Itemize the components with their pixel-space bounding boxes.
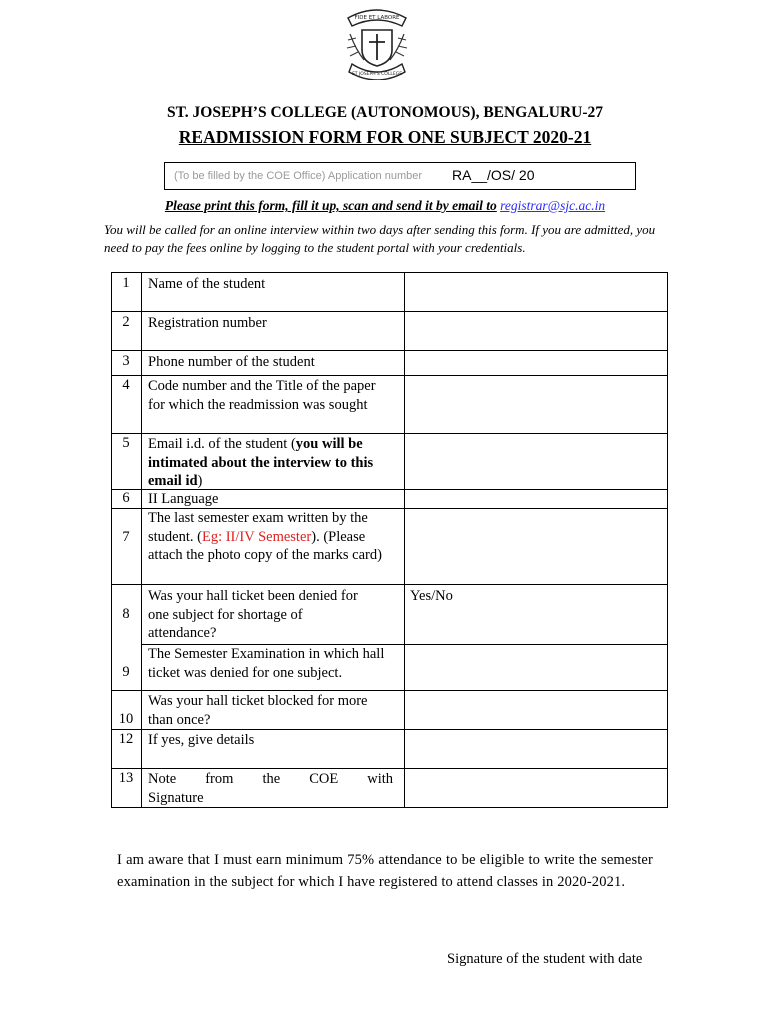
row-2-number: 2 <box>122 314 130 330</box>
row-8-label: Was your hall ticket been denied for one subject for shortage of attendance? <box>148 588 358 641</box>
paper-code-field[interactable] <box>405 376 666 432</box>
row-3-label: Phone number of the student <box>148 354 315 370</box>
row-5-number: 5 <box>122 435 130 451</box>
readmission-form-table <box>111 272 668 808</box>
phone-number-field[interactable] <box>405 351 666 374</box>
coe-note-field[interactable] <box>405 769 666 806</box>
application-number-box <box>164 162 636 190</box>
row-2-label: Registration number <box>148 315 267 331</box>
hall-ticket-denied-answer[interactable]: Yes/No <box>410 588 453 604</box>
row-5-label: Email i.d. of the student (you will be intimated about the interview to this email id) <box>148 436 374 489</box>
attendance-declaration: I am aware that I must earn minimum 75% attendance to be eligible to write the semester examination in the subject for which I have registered to attend classes in 2020-2021. <box>117 852 653 890</box>
row-12-number: 12 <box>118 731 134 747</box>
row-7-number: 7 <box>122 529 130 545</box>
application-number-hint: (To be filled by the COE Office) Application number <box>174 170 423 182</box>
row-10-label: Was your hall ticket blocked for more than once? <box>148 693 368 728</box>
hall-ticket-blocked-field[interactable] <box>405 691 666 728</box>
row-4-label: Code number and the Title of the paper for which the readmission was sought <box>148 378 376 413</box>
row-1-number: 1 <box>122 275 130 291</box>
blocked-details-field[interactable] <box>405 730 666 767</box>
print-instructions-text: Please print this form, fill it up, scan and send it by email to <box>164 198 497 213</box>
svg-text:FIDE ET LABORE: FIDE ET LABORE <box>354 15 400 21</box>
row-13-label: Note from the COE with Signature <box>148 771 393 806</box>
last-semester-field[interactable] <box>405 509 666 583</box>
college-name: ST. JOSEPH’S COLLEGE (AUTONOMOUS), BENGALURU-27 <box>166 104 604 121</box>
row-4-number: 4 <box>122 377 130 393</box>
interview-note: You will be called for an online interview within two days after sending this form. If you are admitted, you need to pay the fees online by logging to the student portal with your credentials. <box>104 222 656 255</box>
registration-number-field[interactable] <box>405 312 666 349</box>
row-8-number: 8 <box>122 606 130 622</box>
row-6-number: 6 <box>122 490 130 506</box>
print-instructions <box>0 198 770 214</box>
second-language-field[interactable] <box>405 490 666 507</box>
row-7-label: The last semester exam written by the student. (Eg: II/IV Semester). (Please attach the photo copy of the marks card) <box>148 510 382 563</box>
application-number-value: RA__/OS/ 20 <box>452 167 535 183</box>
row-9-number: 9 <box>122 664 130 680</box>
row-10-number: 10 <box>118 711 134 727</box>
college-crest-icon <box>342 4 412 80</box>
email-field[interactable] <box>405 434 666 488</box>
row-13-number: 13 <box>118 770 134 786</box>
registrar-email-link[interactable]: registrar@sjc.ac.in <box>500 198 606 213</box>
denied-semester-field[interactable] <box>405 645 666 689</box>
student-signature-label: Signature of the student with date <box>447 951 643 967</box>
row-3-number: 3 <box>122 353 130 369</box>
form-title: READMISSION FORM FOR ONE SUBJECT 2020-21 <box>178 127 592 147</box>
row-1-label: Name of the student <box>148 276 266 292</box>
svg-text:ST JOSEPH'S COLLEGE: ST JOSEPH'S COLLEGE <box>351 72 403 77</box>
row-6-label: II Language <box>148 491 219 507</box>
row-12-label: If yes, give details <box>148 732 255 748</box>
student-name-field[interactable] <box>405 273 666 310</box>
row-9-label: The Semester Examination in which hall ticket was denied for one subject. <box>148 646 385 681</box>
